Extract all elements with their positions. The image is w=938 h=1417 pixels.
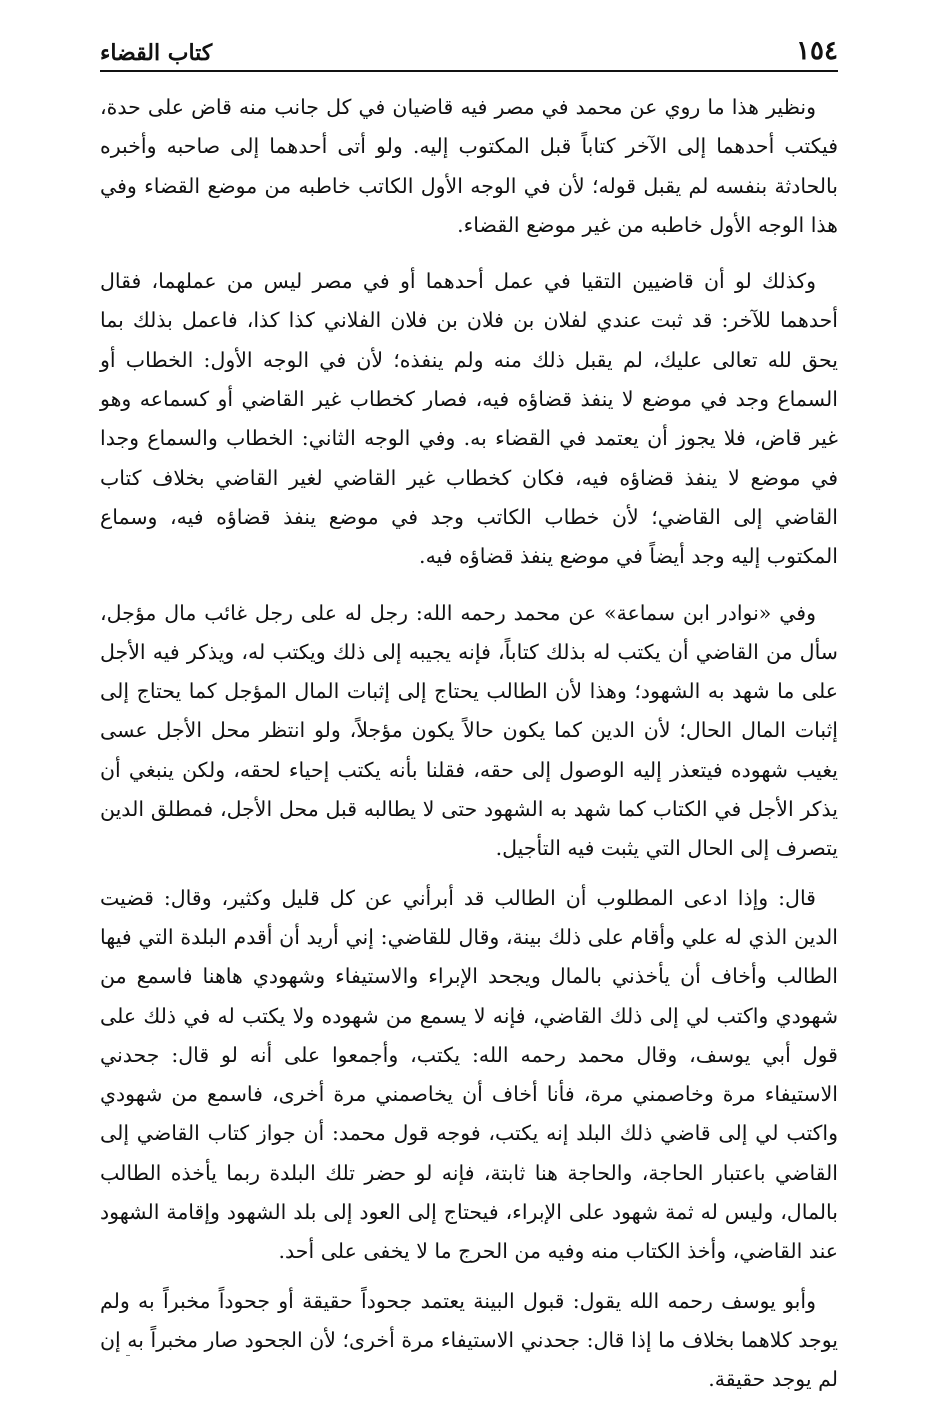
paragraph-5: وأبو يوسف رحمه الله يقول: قبول البينة يعتمد جحوداً حقيقة أو جحوداً مخبراً به ولم يوجد كلاهما بخلاف ما إذا قال: جحدني الاستيفاء مرة أخرى؛ لأن الجحود صار مخبراً به إن لم يوجد حقيقة. [100, 1288, 838, 1392]
paragraph-1: ونظير هذا ما روي عن محمد في مصر فيه قاضيان في كل جانب منه قاض على حدة، فيكتب أحدهما إلى الآخر كتاباً قبل المكتوب إليه. ولو أتى أحدهما إلى صاحبه وأخبره بالحادثة بنفسه لم يقبل قوله؛ لأن في الوجه الأول الكاتب خاطبه من موضع القضاء وفي هذا الوجه الأول خاطبه من غير موضع القضاء. [100, 95, 838, 237]
running-title: كتاب القضاء [100, 40, 213, 66]
paragraph-2: وكذلك لو أن قاضيين التقيا في عمل أحدهما أو في مصر ليس من عملهما، فقال أحدهما للآخر: قد ثبت عندي لفلان بن فلان بن فلان الفلاني كذا كذا، فاعمل بذلك بما يحق لله تعالى عليك، لم يقبل ذلك منه ولم ينفذه؛ لأن في الوجه الأول: الخطاب أو السماع وجد في موضع لا ينفذ قضاؤه فيه، فصار كخطاب غير القاضي أو كسماعه وهو غير قاض، فلا يجوز أن يعتمد في القضاء به. وفي الوجه الثاني: الخطاب والسماع وجدا في موضع لا ينفذ قضاؤه فيه، فكان كخطاب غير القاضي لغير القاضي بخلاف كتاب القاضي إلى القاضي؛ لأن خطاب الكاتب وجد في موضع ينفذ قضاؤه فيه، وسماع المكتوب إليه وجد أيضاً في موضع ينفذ قضاؤه فيه. [100, 269, 838, 569]
paragraph-4: قال: وإذا ادعى المطلوب أن الطالب قد أبرأني عن كل قليل وكثير، وقال: قضيت الدين الذي له علي وأقام على ذلك بينة، وقال للقاضي: إني أريد أن أقدم البلدة التي فيها الطالب وأخاف أن يأخذني بالمال ويجحد الإبراء والاستيفاء وشهودي هاهنا فاسمع من شهودي واكتب لي إلى ذلك القاضي، فإنه لا يسمع من شهوده ولا يكتب له في ذلك على قول أبي يوسف، وقال محمد رحمه الله: يكتب، وأجمعوا على أنه لو قال: جحدني الاستيفاء مرة وخاصمني مرة، فأنا أخاف أن يخاصمني مرة أخرى، فاسمع من شهودي واكتب لي إلى قاضي ذلك البلد إنه يكتب، فوجه قول محمد: أن جواز كتاب القاضي إلى القاضي باعتبار الحاجة، والحاجة هنا ثابتة، فإنه لو حضر تلك البلدة ربما يأخذه الطالب بالمال، وليس له ثمة شهود على الإبراء، فيحتاج إلى العود إلى بلد الشهود وإقامة الشهود عند القاضي، وأخذ الكتاب منه وفيه من الحرج ما لا يخفى على أحد. [100, 885, 838, 1264]
page-number: ١٥٤ [796, 36, 838, 66]
page-header [100, 30, 838, 72]
paragraph-3: وفي «نوادر ابن سماعة» عن محمد رحمه الله: رجل له على رجل غائب مال مؤجل، سأل من القاضي أن يكتب له بذلك كتاباً، فإنه يجيبه إلى ذلك ويكتب له، ويذكر فيه الأجل على ما شهد به الشهود؛ وهذا لأن الطالب يحتاج إلى إثبات المال المؤجل كما يحتاج إلى إثبات المال الحال؛ لأن الدين كما يكون حالاً يكون مؤجلاً، ولو انتظر محل الأجل عسى يغيب شهوده فيتعذر إليه الوصول إلى حقه، فقلنا بأنه يكتب إحياء لحقه، ولكن ينبغي أن يذكر الأجل في الكتاب كما شهد به الشهود حتى لا يطالبه قبل محل الأجل، فمطلق الدين يتصرف إلى الحال التي يثبت فيه التأجيل. [100, 600, 838, 861]
footer-speck [126, 1355, 130, 1356]
page-body [100, 88, 838, 1417]
